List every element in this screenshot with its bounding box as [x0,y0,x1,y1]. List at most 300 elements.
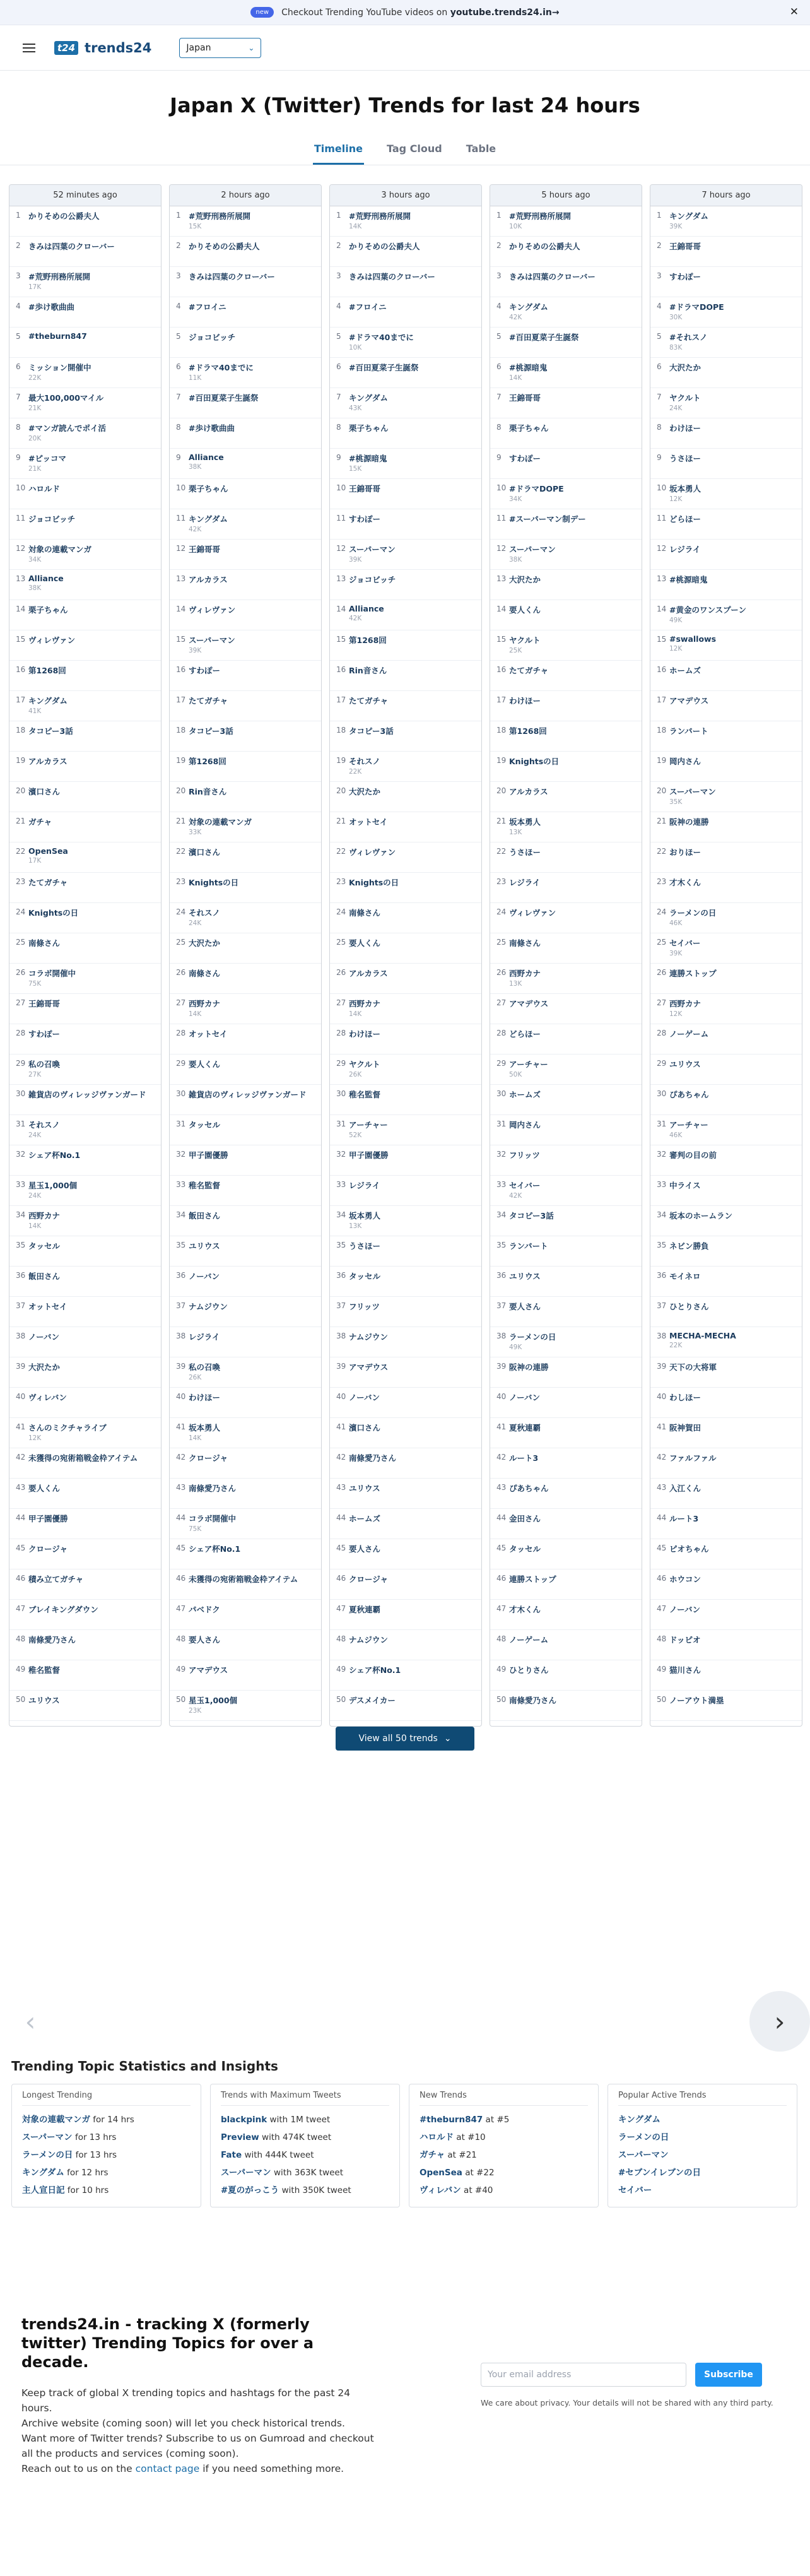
trend-link[interactable]: MECHA-MECHA [669,1331,736,1340]
subscribe-button[interactable]: Subscribe [695,2363,762,2387]
trend-link[interactable]: #ドラマ40までに [189,363,254,372]
trend-link[interactable]: 王錦哥哥 [189,545,221,554]
trend-link[interactable]: キングダム [189,514,228,524]
trend-rank: 38 [496,1332,507,1340]
trend-link[interactable]: 坂本のホームラン [669,1211,733,1220]
stats-trend-link[interactable]: ヴィレバン [420,2185,461,2195]
trend-link[interactable]: レジライ [349,1181,380,1190]
trend-link[interactable]: クロージャ [189,1453,228,1463]
trend-link[interactable]: きみは四葉のクローバー [349,272,435,281]
trend-link[interactable]: ブレイキングダウン [28,1605,98,1614]
trend-link[interactable]: すわぽー [189,666,221,675]
stats-trend-link[interactable]: blackpink [221,2115,267,2125]
trend-link[interactable]: 南條愛乃さん [509,1696,557,1705]
trend-link[interactable]: ルート3 [669,1514,699,1523]
stats-trend-link[interactable]: OpenSea [420,2168,462,2178]
trend-link[interactable]: OpenSea [28,846,68,856]
trend-link[interactable]: すわぽー [28,1029,61,1039]
trend-link[interactable]: アマデウス [349,1362,389,1372]
trend-link[interactable]: 猫川さん [669,1665,701,1675]
trend-link[interactable]: タッセル [349,1272,381,1281]
trend-link[interactable]: ぴあちゃん [669,1090,709,1099]
trend-link[interactable]: アーチャー [349,1120,388,1130]
trend-link[interactable]: ひとりさん [669,1302,709,1311]
trend-link[interactable]: 濱口さん [349,1423,381,1433]
trend-link[interactable]: アーチャー [669,1120,708,1130]
trend-link[interactable]: 王錦哥哥 [669,242,701,251]
stats-trend-link[interactable]: #セブンイレブンの日 [618,2168,701,2178]
trend-link[interactable]: アルカラス [349,969,388,978]
trend-link[interactable]: 岡内さん [669,757,701,766]
trend-link[interactable]: ひとりさん [509,1665,549,1675]
stats-trend-link[interactable]: Preview [221,2132,259,2142]
trend-link[interactable]: タコピー3話 [189,726,233,736]
trend-link[interactable]: 要人さん [509,1302,541,1311]
trend-link[interactable]: ジョコビッチ [189,333,236,342]
email-input[interactable]: Your email address [481,2363,686,2387]
trend-link[interactable]: ユリウス [349,1484,380,1493]
trend-link[interactable]: キングダム [509,302,548,312]
trend-link[interactable]: ヴィレバン [28,1393,67,1402]
trend-link[interactable]: 甲子園優勝 [189,1150,228,1160]
stats-trend-link[interactable]: 主人宣日記 [22,2185,65,2195]
trend-rank: 31 [496,1120,507,1128]
trend-link[interactable]: ミッション開催中 [28,363,91,372]
trend-link[interactable]: 濱口さん [189,848,221,857]
tweet-count: 14K [349,1010,362,1018]
trend-link[interactable]: 夏秋連覇 [509,1423,541,1433]
trend-link[interactable]: #桃源暗鬼 [669,575,708,584]
trend-link[interactable]: ヤクルト [509,635,541,645]
trend-link[interactable]: フリッツ [349,1302,380,1311]
trend-link[interactable]: #ドラマ40までに [349,333,414,342]
trend-info [189,907,315,933]
trend-link[interactable]: 星玉1,000個 [28,1181,78,1190]
menu-icon[interactable] [23,44,35,52]
trend-link[interactable]: #桃源暗鬼 [509,363,548,372]
trend-link[interactable]: #swallows [669,634,717,644]
trend-link[interactable]: ヴィレヴァン [28,635,76,645]
trend-link[interactable]: 坂本勇人 [509,817,541,827]
trend-link[interactable]: うさほー [509,848,541,857]
contact-page-link[interactable]: contact page [135,2463,200,2474]
trend-link[interactable]: ナムジウン [349,1635,388,1645]
stats-trend-link[interactable]: ラーメンの日 [22,2150,73,2160]
trend-link[interactable]: 栗子ちゃん [28,605,68,615]
trend-link[interactable]: ルート3 [509,1453,539,1463]
trend-link[interactable]: パベドク [189,1605,220,1614]
trend-link[interactable]: ピオちゃん [669,1544,709,1554]
trend-link[interactable]: Alliance [189,452,224,462]
trend-link[interactable]: それスノ [349,757,381,766]
trend-link[interactable]: Knightsの日 [189,878,239,887]
trend-link[interactable]: #ドラマDOPE [669,302,724,312]
trend-link[interactable]: 才木くん [509,1605,541,1614]
trend-link[interactable]: たてガチャ [189,696,228,706]
trend-link[interactable]: アマデウス [509,999,549,1008]
trend-link[interactable]: #フロイニ [349,302,387,312]
trend-link[interactable]: ハロルド [28,484,61,493]
trend-row [490,1297,642,1327]
trend-link[interactable]: 金田さん [509,1514,541,1523]
trend-link[interactable]: 南條さん [509,938,541,948]
trend-link[interactable]: 稚名監督 [28,1665,61,1675]
trend-link[interactable]: コラボ開催中 [189,1514,237,1523]
trend-link[interactable]: オットセイ [28,1302,68,1311]
trend-link[interactable]: セイバー [509,1181,541,1190]
trend-link[interactable]: アルカラス [509,787,548,796]
trend-link[interactable]: ノーバン [28,1332,60,1342]
trend-link[interactable]: 大沢たか [28,1362,61,1372]
close-icon[interactable]: ✕ [789,6,799,18]
trend-link[interactable]: ぴあちゃん [509,1484,549,1493]
trend-link[interactable]: 坂本勇人 [669,484,701,493]
trend-link[interactable]: #フロイニ [189,302,226,312]
trend-link[interactable]: #歩け歌曲曲 [28,302,74,312]
trend-link[interactable]: フリッツ [509,1150,541,1160]
trend-row [9,873,161,903]
trend-link[interactable]: ホウコン [669,1575,701,1584]
trend-link[interactable]: ジョコビッチ [349,575,396,584]
trend-link[interactable]: キングダム [349,393,388,403]
trend-link[interactable]: 大沢たか [189,938,221,948]
trend-link[interactable]: 岡内さん [509,1120,541,1130]
trend-link[interactable]: シェア杯No.1 [28,1150,81,1160]
trend-link[interactable]: モイネロ [669,1272,701,1281]
trend-link[interactable]: ノーバン [349,1393,380,1402]
trend-link[interactable]: レジライ [509,878,541,887]
stats-item [221,2146,389,2164]
trend-link[interactable]: わけほー [349,1029,381,1039]
trend-link[interactable]: 大沢たか [349,787,381,796]
trend-link[interactable]: 阪神賀田 [669,1423,701,1433]
trend-link[interactable]: ホームズ [509,1090,541,1099]
trend-link[interactable]: タコピー3話 [509,1211,554,1220]
trend-link[interactable]: アルカラス [189,575,228,584]
trend-link[interactable]: セイバー [669,938,701,948]
trend-link[interactable]: タッセル [509,1544,541,1554]
trend-link[interactable]: すわぽー [509,454,541,463]
trend-link[interactable]: クロージャ [349,1575,389,1584]
trend-link[interactable]: Alliance [349,604,384,613]
trend-link[interactable]: ノーアウト満塁 [669,1696,724,1705]
trend-link[interactable]: 甲子園優勝 [349,1150,389,1160]
trend-link[interactable]: 対象の連載マンガ [189,817,252,827]
trend-link[interactable]: Alliance [28,574,64,583]
trend-link[interactable]: ラーメンの日 [509,1332,556,1342]
trend-link[interactable]: 天下の大将軍 [669,1362,717,1372]
trend-link[interactable]: 西野カナ [349,999,381,1008]
trend-link[interactable]: 西野カナ [28,1211,61,1220]
trend-link[interactable]: ヤクルト [349,1060,380,1069]
trend-link[interactable]: 第1268回 [28,666,66,675]
trend-link[interactable]: 稚名監督 [189,1181,221,1190]
stats-trend-link[interactable]: 対象の連載マンガ [22,2115,90,2125]
trend-link[interactable]: 最大100,000マイル [28,393,104,403]
trend-link[interactable]: スーパーマン [189,635,235,645]
trend-rank: 29 [176,1059,186,1068]
trend-link[interactable]: 第1268回 [509,726,547,736]
trend-link[interactable]: どらほー [509,1029,541,1039]
trend-link[interactable]: ノーバン [189,1272,220,1281]
trend-link[interactable]: ホームズ [349,1514,381,1523]
trend-rank: 46 [16,1574,26,1583]
trend-link[interactable]: #スーパーマン制デー [509,514,586,524]
trend-link[interactable]: #荒野刑務所展開 [189,211,250,221]
trend-link[interactable]: Rin音さん [349,666,387,675]
trend-link[interactable]: #ピッコマ [28,454,66,463]
site-logo[interactable] [54,40,151,56]
trend-link[interactable]: ジョコビッチ [28,514,76,524]
trend-link[interactable]: ネビン勝負 [669,1241,709,1251]
trend-link[interactable]: ユリウス [28,1696,60,1705]
trend-link[interactable]: #百田夏菜子生誕祭 [189,393,259,403]
trend-link[interactable]: ノーゲーム [509,1635,549,1645]
trend-link[interactable]: Knightsの日 [349,878,399,887]
trend-link[interactable]: 南條さん [28,938,61,948]
trend-link[interactable]: 飯田さん [189,1211,221,1220]
trend-link[interactable]: キングダム [28,696,68,706]
trend-link[interactable]: #それスノ [669,333,708,342]
stats-trend-link[interactable]: Fate [221,2150,242,2160]
trend-link[interactable]: 連勝ストップ [669,969,717,978]
trend-link[interactable]: #百田夏菜子生誕祭 [509,333,579,342]
trend-link[interactable]: 栗子ちゃん [189,484,228,493]
view-all-button[interactable] [336,1727,474,1751]
trend-info [349,1482,475,1508]
trend-link[interactable]: 西野カナ [189,999,221,1008]
stats-trend-link[interactable]: スーパーマン [618,2150,669,2160]
trend-link[interactable]: #荒野刑務所展開 [509,211,571,221]
trend-link[interactable]: アルカラス [28,757,68,766]
trend-link[interactable]: 甲子園優勝 [28,1514,68,1523]
trend-link[interactable]: たてガチャ [509,666,549,675]
trend-link[interactable]: ノーバン [509,1393,541,1402]
trend-link[interactable]: 雑貨店のヴィレッジヴァンガード [189,1090,307,1099]
trend-link[interactable]: 大沢たか [669,363,701,372]
trend-link[interactable]: ガチャ [28,817,52,827]
scroll-left-arrow-icon[interactable]: ‹ [25,2006,36,2037]
trend-link[interactable]: かりそめの公爵夫人 [189,242,260,251]
trend-link[interactable]: #ドラマDOPE [509,484,564,493]
trend-link[interactable]: タコピー3話 [349,726,394,736]
trend-link[interactable]: たてガチャ [349,696,389,706]
trend-link[interactable]: #荒野刑務所展開 [28,272,90,281]
trend-link[interactable]: 星玉1,000個 [189,1696,238,1705]
stats-trend-link[interactable]: セイバー [618,2185,652,2195]
stats-trend-link[interactable]: キングダム [22,2168,64,2178]
trend-link[interactable]: すわぽー [349,514,381,524]
trend-link[interactable]: #theburn847 [28,331,87,341]
trend-link[interactable]: ノーバン [669,1605,701,1614]
trend-link[interactable]: オットセイ [189,1029,228,1039]
trend-link[interactable]: わけほー [509,696,541,706]
trend-link[interactable]: Knightsの日 [509,757,560,766]
trend-link[interactable]: きみは四葉のクローバー [189,272,275,281]
trend-link[interactable]: それスノ [28,1120,61,1130]
trend-link[interactable]: ヴィレヴァン [509,908,556,918]
trend-link[interactable]: 王錦哥哥 [349,484,381,493]
trend-link[interactable]: すわぽー [669,272,701,281]
trend-link[interactable]: シェア杯No.1 [189,1544,241,1554]
trend-link[interactable]: スーパーマン [509,545,556,554]
trend-link[interactable]: スーパーマン [669,787,716,796]
trend-link[interactable]: 南條さん [189,969,221,978]
trend-link[interactable]: タコピー3話 [28,726,73,736]
trend-rank: 47 [657,1604,667,1613]
trend-row [490,1660,642,1691]
trend-link[interactable]: きみは四葉のクローバー [509,272,596,281]
trend-link[interactable]: ユリウス [669,1060,701,1069]
trend-link[interactable]: ヴィレヴァン [349,848,396,857]
trend-link[interactable]: 南條愛乃さん [189,1484,237,1493]
trend-link[interactable]: レジライ [669,545,701,554]
trend-link[interactable]: 才木くん [669,878,701,887]
trend-link[interactable]: 中ライス [669,1181,701,1190]
trend-link[interactable]: 第1268回 [349,635,387,645]
trend-link[interactable]: タッセル [28,1241,61,1251]
trend-link[interactable]: ラーメンの日 [669,908,717,918]
trend-link[interactable]: Rin音さん [189,787,227,796]
trend-link[interactable]: シェア杯No.1 [349,1665,401,1675]
trend-link[interactable]: 南條さん [349,908,381,918]
trend-link[interactable]: #歩け歌曲曲 [189,423,235,433]
stats-trend-link[interactable]: ハロルド [420,2132,454,2142]
trend-link[interactable]: 未獲得の宛術箱戦金枠アイテム [28,1453,138,1463]
trend-link[interactable]: わけほー [189,1393,221,1402]
trend-link[interactable]: 要人さん [189,1635,221,1645]
trend-link[interactable]: 坂本勇人 [189,1423,221,1433]
trend-link[interactable]: わしほー [669,1393,701,1402]
trend-link[interactable]: 審判の目の前 [669,1150,717,1160]
trend-link[interactable]: ノーゲーム [669,1029,709,1039]
trend-link[interactable]: 対象の連載マンガ [28,545,92,554]
trend-link[interactable]: 連勝ストップ [509,1575,556,1584]
trend-link[interactable]: 積み立てガチャ [28,1575,84,1584]
trend-link[interactable]: 要人さん [349,1544,381,1554]
trend-link[interactable]: ランパート [669,726,708,736]
trend-link[interactable]: 入江くん [669,1484,701,1493]
trend-link[interactable]: 飯田さん [28,1272,61,1281]
trend-link[interactable]: デスメイカー [349,1696,396,1705]
trend-link[interactable]: 第1268回 [189,757,226,766]
trend-link[interactable]: 稚名監督 [349,1090,381,1099]
trend-link[interactable]: ヴィレヴァン [189,605,236,615]
trend-row [490,297,642,328]
trend-link[interactable]: かりそめの公爵夫人 [28,211,100,221]
trend-link[interactable]: 阪神の連勝 [669,817,709,827]
trend-link[interactable]: 要人くん [189,1060,221,1069]
trend-row [490,1145,642,1176]
trend-link[interactable]: アーチャー [509,1060,548,1069]
trend-link[interactable]: 西野カナ [509,969,541,978]
trend-link[interactable]: 要人くん [509,605,541,615]
trend-link[interactable]: 夏秋連覇 [349,1605,381,1614]
trend-link[interactable]: 南條愛乃さん [349,1453,397,1463]
stats-trend-link[interactable]: キングダム [618,2115,660,2125]
trend-link[interactable]: コラボ開催中 [28,969,76,978]
stats-trend-link[interactable]: #夏のがっこう [221,2185,279,2195]
trend-link[interactable]: 王錦哥哥 [509,393,541,403]
trend-link[interactable]: #マンガ読んでポイ活 [28,423,106,433]
trend-link[interactable]: うさほー [669,454,701,463]
trend-link[interactable]: どらほー [669,514,701,524]
trend-link[interactable]: それスノ [189,908,221,918]
trend-rank: 15 [176,635,186,644]
trend-link[interactable]: うさほー [349,1241,381,1251]
trend-link[interactable]: わけほー [669,423,701,433]
tab-table[interactable]: Table [466,143,496,155]
trend-link[interactable]: おりほー [669,848,701,857]
trend-link[interactable]: オットセイ [349,817,388,827]
trend-link[interactable]: 坂本勇人 [349,1211,381,1220]
trend-link[interactable]: 王錦哥哥 [28,999,61,1008]
trend-link[interactable]: 私の召喚 [189,1362,221,1372]
trend-link[interactable]: かりそめの公爵夫人 [349,242,420,251]
trend-link[interactable]: 栗子ちゃん [509,423,549,433]
stats-trend-link[interactable]: スーパーマン [221,2168,271,2178]
banner-link[interactable]: youtube.trends24.in→ [450,7,560,18]
trend-link[interactable]: Knightsの日 [28,908,79,918]
trend-link[interactable]: ヤクルト [669,393,701,403]
trend-link[interactable]: 阪神の連勝 [509,1362,549,1372]
trend-link[interactable]: #桃源暗鬼 [349,454,387,463]
trend-link[interactable]: #荒野刑務所展開 [349,211,411,221]
trend-link[interactable]: #黄金のワンスプーン [669,605,746,615]
trend-link[interactable]: ホームズ [669,666,701,675]
trend-link[interactable]: ユリウス [509,1272,541,1281]
trend-link[interactable]: ファルファル [669,1453,717,1463]
trend-link[interactable]: 未獲得の宛術箱戦金枠アイテム [189,1575,298,1584]
trend-link[interactable]: #百田夏菜子生誕祭 [349,363,419,372]
trend-rank: 4 [16,302,21,310]
trend-link[interactable]: キングダム [669,211,708,221]
trend-link[interactable]: レジライ [189,1332,220,1342]
trend-link[interactable]: ユリウス [189,1241,220,1251]
trend-link[interactable]: アマデウス [669,696,709,706]
trend-link[interactable]: 雑貨店のヴィレッジヴァンガード [28,1090,146,1099]
stats-trend-link[interactable]: #theburn847 [420,2115,483,2125]
tab-tag-cloud[interactable]: Tag Cloud [386,143,442,155]
trend-link[interactable]: きみは四葉のクローバー [28,242,115,251]
stats-trend-link[interactable]: ラーメンの日 [618,2132,669,2142]
trend-link[interactable]: アマデウス [189,1665,228,1675]
trend-link[interactable]: たてガチャ [28,878,68,887]
trend-link[interactable]: 要人くん [349,938,381,948]
trend-link[interactable]: 要人くん [28,1484,61,1493]
trend-link[interactable]: クロージャ [28,1544,68,1554]
trend-link[interactable]: ナムジウン [189,1302,228,1311]
trend-link[interactable]: 大沢たか [509,575,541,584]
trend-link[interactable]: 南條愛乃さん [28,1635,76,1645]
stats-trend-link[interactable]: ガチャ [420,2150,445,2160]
stats-trend-link[interactable]: スーパーマン [22,2132,73,2142]
scroll-right-arrow-icon[interactable]: › [749,1991,810,2052]
trend-link[interactable]: かりそめの公爵夫人 [509,242,580,251]
country-select[interactable] [179,38,261,58]
trend-link[interactable]: 私の召喚 [28,1060,61,1069]
trend-link[interactable]: 栗子ちゃん [349,423,389,433]
tab-timeline[interactable]: Timeline [313,140,364,165]
trend-link[interactable]: 西野カナ [669,999,701,1008]
trend-link[interactable]: ナムジウン [349,1332,388,1342]
trend-link[interactable]: タッセル [189,1120,221,1130]
trend-link[interactable]: 濱口さん [28,787,61,796]
trend-link[interactable]: ランパート [509,1241,548,1251]
trend-link[interactable]: スーパーマン [349,545,396,554]
trend-link[interactable]: さんのミクチャライブ [28,1423,107,1433]
trend-link[interactable]: ドッピオ [669,1635,701,1645]
